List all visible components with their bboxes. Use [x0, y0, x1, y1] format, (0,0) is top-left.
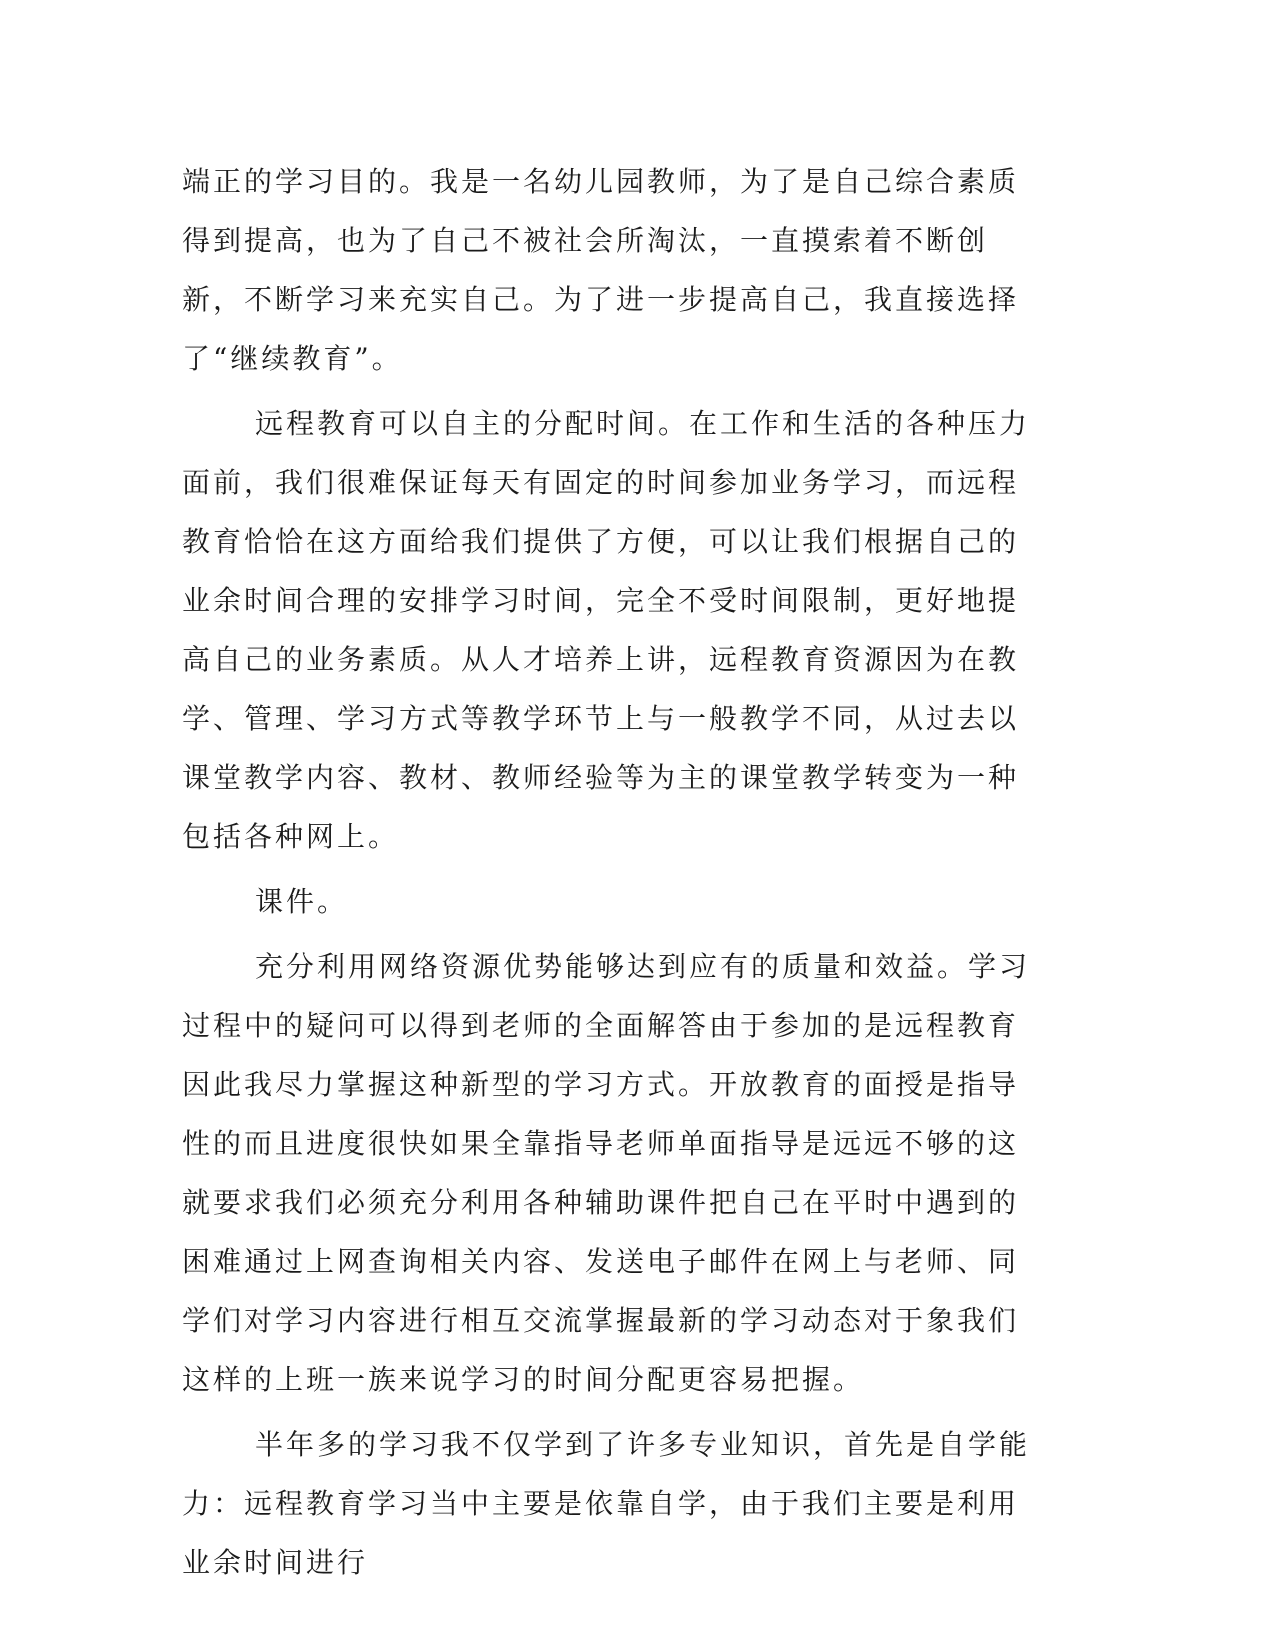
paragraph-courseware: 课件。	[255, 885, 349, 918]
paragraph-network-resources: 充分利用网络资源优势能够达到应有的质量和效益。学习过程中的疑问可以得到老师的全面解答由于参加的是远程教育因此我尽力掌握这种新型的学习方式。开放教育的面授是指导性的而且进度很快如果全靠指导老师单面指导是远远不够的这就要求我们必须充分利用各种辅助课件把自己在平时中遇到的困难通过上网查询相关内容、发送电子邮件在网上与老师、同学们对学习内容进行相互交流掌握最新的学习动态对于象我们这样的上班一族来说学习的时间分配更容易把握。	[182, 950, 1031, 1396]
paragraph-self-study: 半年多的学习我不仅学到了许多专业知识，首先是自学能力：远程教育学习当中主要是依靠自学，由于我们主要是利用业余时间进行	[182, 1428, 1031, 1579]
paragraph-flexible-time: 远程教育可以自主的分配时间。在工作和生活的各种压力面前，我们很难保证每天有固定的时间参加业务学习，而远程教育恰恰在这方面给我们提供了方便，可以让我们根据自己的业余时间合理的安排学习时间，完全不受时间限制，更好地提高自己的业务素质。从人才培养上讲，远程教育资源因为在教学、管理、学习方式等教学环节上与一般教学不同，从过去以课堂教学内容、教材、教师经验等为主的课堂教学转变为一种包括各种网上。	[182, 407, 1031, 853]
document-body	[182, 152, 1032, 1592]
paragraph-learning-purpose: 端正的学习目的。我是一名幼儿园教师，为了是自己综合素质得到提高，也为了自己不被社会所淘汰，一直摸索着不断创新，不断学习来充实自己。为了进一步提高自己，我直接选择了“继续教育”。	[182, 165, 1020, 375]
